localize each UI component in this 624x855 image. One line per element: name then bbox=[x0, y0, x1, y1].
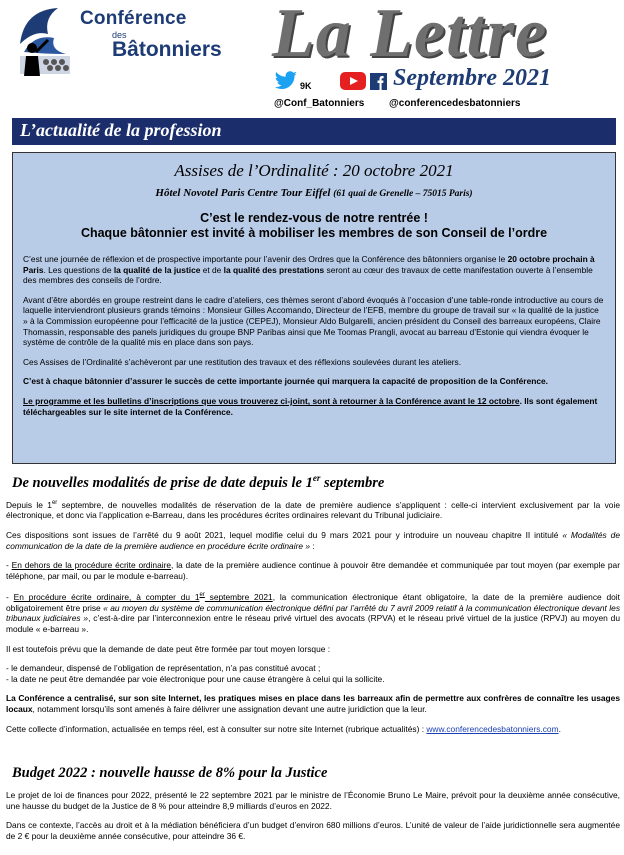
social-bar bbox=[274, 70, 387, 92]
section2-heading: De nouvelles modalités de prise de date depuis le 1er septembre bbox=[12, 473, 385, 491]
logo-line2: des bbox=[112, 30, 127, 40]
issue-date: Septembre 2021 bbox=[393, 65, 551, 91]
venue bbox=[23, 187, 605, 199]
box-paragraph-3: Ces Assises de l’Ordinalité s’achèveront par une restitution des travaux et des réflexions soulevées durant les ateliers. bbox=[23, 356, 462, 367]
s3-paragraph-2: Dans ce contexte, l’accès au droit et à la médiation bénéficiera d’un budget d’environ 680 millions d’euros. L’unité de valeur de l’aide juridictionnelle sera augmentée de 2 € pour la deuxième année consécutive, pour atteindre 36 €. bbox=[6, 820, 620, 841]
assises-announcement-box bbox=[12, 152, 616, 464]
conference-logo-icon bbox=[14, 4, 76, 78]
s2-paragraph-3: - En dehors de la procédure écrite ordinaire, la date de la première audience continue à pouvoir être demandée et communiquée par tout moyen (par exemple par téléphone, par mail, ou par le module e-barreau). bbox=[6, 560, 620, 581]
section-header-bar bbox=[12, 118, 616, 145]
s2-paragraph-1: Depuis le 1er septembre, de nouvelles modalités de réservation de la date de première audience s’appliquent : celle-ci intervient exclusivement par la voie électronique, et donc via l’application e-Barreau, dans les procédures écrites ordinaires relevant du Tribunal judiciaire. bbox=[6, 499, 620, 521]
s2-paragraph-2: Ces dispositions sont issues de l’arrêté du 9 août 2021, lequel modifie celui du 9 mars 2021 pour y introduire un nouveau chapitre II intitulé « Modalités de communication de la date de la première audience en procédure écrite ordinaire » : bbox=[6, 529, 620, 551]
section3-body bbox=[6, 790, 620, 850]
venue-main: Hôtel Novotel Paris Centre Tour Eiffel bbox=[155, 187, 331, 199]
box-paragraph-1: C’est une journée de réflexion et de prospective importante pour l’avenir des Ordres que la Conférence des bâtonniers organise le 20 octobre prochain à Paris. Les questions de la qualité de la justice et de la qualité des prestations seront au cœur des travaux de cette manifestation ouverte à l’ensemble des membres des conseils de l’ordre. bbox=[23, 254, 595, 286]
website-link[interactable]: www.conferencedesbatonniers.com bbox=[426, 723, 559, 734]
tagline bbox=[23, 211, 605, 241]
s2-paragraph-5: Il est toutefois prévu que la demande de date peut être formée par tout moyen lorsque : bbox=[6, 643, 331, 654]
logo-line3: Bâtonniers bbox=[112, 38, 222, 61]
header bbox=[0, 0, 624, 118]
box-paragraph-2: Avant d’être abordés en groupe restreint dans le cadre d’ateliers, ces thèmes seront d’abord évoqués à l’occasion d’une table-ronde introductive au cours de laquelle interviendront plusieurs grands témoins : Monsieur Gilles Accomando, Directeur de l’EFB, membre du groupe de travail sur « la qualité de la justice » à la Commission européenne pour l’efficacité de la justice (CEPEJ), Monsieur Aldo Bulgarelli, ancien président du Conseil des barreaux européens, Claire Thomassin, responsable des panels juridiques du groupe BNP Paribas ainsi que Me Toomas Prangli, avocat au barreau d’Estonie qui viendra évoquer le système de contrôle de la qualité mis en place dans son pays. bbox=[23, 294, 604, 348]
tagline-line2: Chaque bâtonnier est invité à mobiliser les membres de son Conseil de l’ordre bbox=[80, 226, 548, 240]
masthead-title: La Lettre bbox=[272, 0, 548, 72]
twitter-handle[interactable]: @Conf_Batonniers bbox=[274, 98, 365, 109]
section3-heading: Budget 2022 : nouvelle hausse de 8% pour la Justice bbox=[12, 765, 328, 781]
s2-paragraph-7: La Conférence a centralisé, sur son site Internet, les pratiques mises en place dans les barreaux afin de permettre aux confrères de connaître les usages locaux, notamment lorsqu’ils sont amenés à faire délivrer une assignation devant une autre juridiction que la leur. bbox=[6, 693, 620, 714]
section-title: L’actualité de la profession bbox=[20, 120, 222, 140]
logo-line1: Conférence bbox=[80, 8, 187, 29]
box-paragraph-4: C’est à chaque bâtonnier d’assurer le succès de cette importante journée qui marquera la capacité de proposition de la Conférence. bbox=[23, 376, 548, 387]
youtube-icon[interactable] bbox=[340, 72, 366, 90]
twitter-count: 9K bbox=[300, 81, 312, 91]
twitter-icon[interactable] bbox=[274, 71, 298, 91]
s2-paragraph-4: - En procédure écrite ordinaire, à compter du 1er septembre 2021, la communication électronique étant obligatoire, la date de la première audience doit obligatoirement être prise « au moyen du système de communication électronique défini par l’arrêté du 7 avril 2009 relatif à la communication électronique devant les tribunaux judiciaires », c’est-à-dire par l’interconnexion entre le réseau privé virtuel des avocats (RPVA) et le réseau privé virtuel de la justice (RPVJ) au moyen du module « e-barreau ». bbox=[6, 592, 621, 634]
box-title: Assises de l’Ordinalité : 20 octobre 2021 bbox=[174, 161, 454, 180]
logo-text bbox=[80, 8, 222, 62]
s3-paragraph-1: Le projet de loi de finances pour 2022, présenté le 22 septembre 2021 par le ministre de l’Économie Bruno Le Maire, prévoit pour la deuxième année consécutive, une hausse du budget de la Justice de 8 % pour atteindre 8,9 milliards d’euros en 2022. bbox=[6, 790, 620, 811]
box-paragraph-5: Le programme et les bulletins d’inscriptions que vous trouverez ci-joint, sont à retourner à la Conférence avant le 12 octobre. Ils sont également téléchargeables sur le site internet de la Conférence. bbox=[23, 395, 598, 417]
tagline-line1: C’est le rendez-vous de notre rentrée ! bbox=[200, 211, 428, 225]
facebook-handle[interactable]: @conferencedesbatonniers bbox=[389, 98, 521, 109]
s2-list: - le demandeur, dispensé de l’obligation de représentation, n’a pas constitué avocat ; - la date ne peut être demandée par voie électronique pour une cause étrangère à celui qui la sollicite. bbox=[6, 663, 385, 684]
venue-address: (61 quai de Grenelle – 75015 Paris) bbox=[333, 189, 473, 199]
facebook-icon[interactable] bbox=[370, 73, 387, 90]
section2-body bbox=[6, 498, 620, 743]
s2-paragraph-8: Cette collecte d’information, actualisée en temps réel, est à consulter sur notre site Internet (rubrique actualités) : www.conferencedesbatonniers.com. bbox=[6, 723, 561, 734]
